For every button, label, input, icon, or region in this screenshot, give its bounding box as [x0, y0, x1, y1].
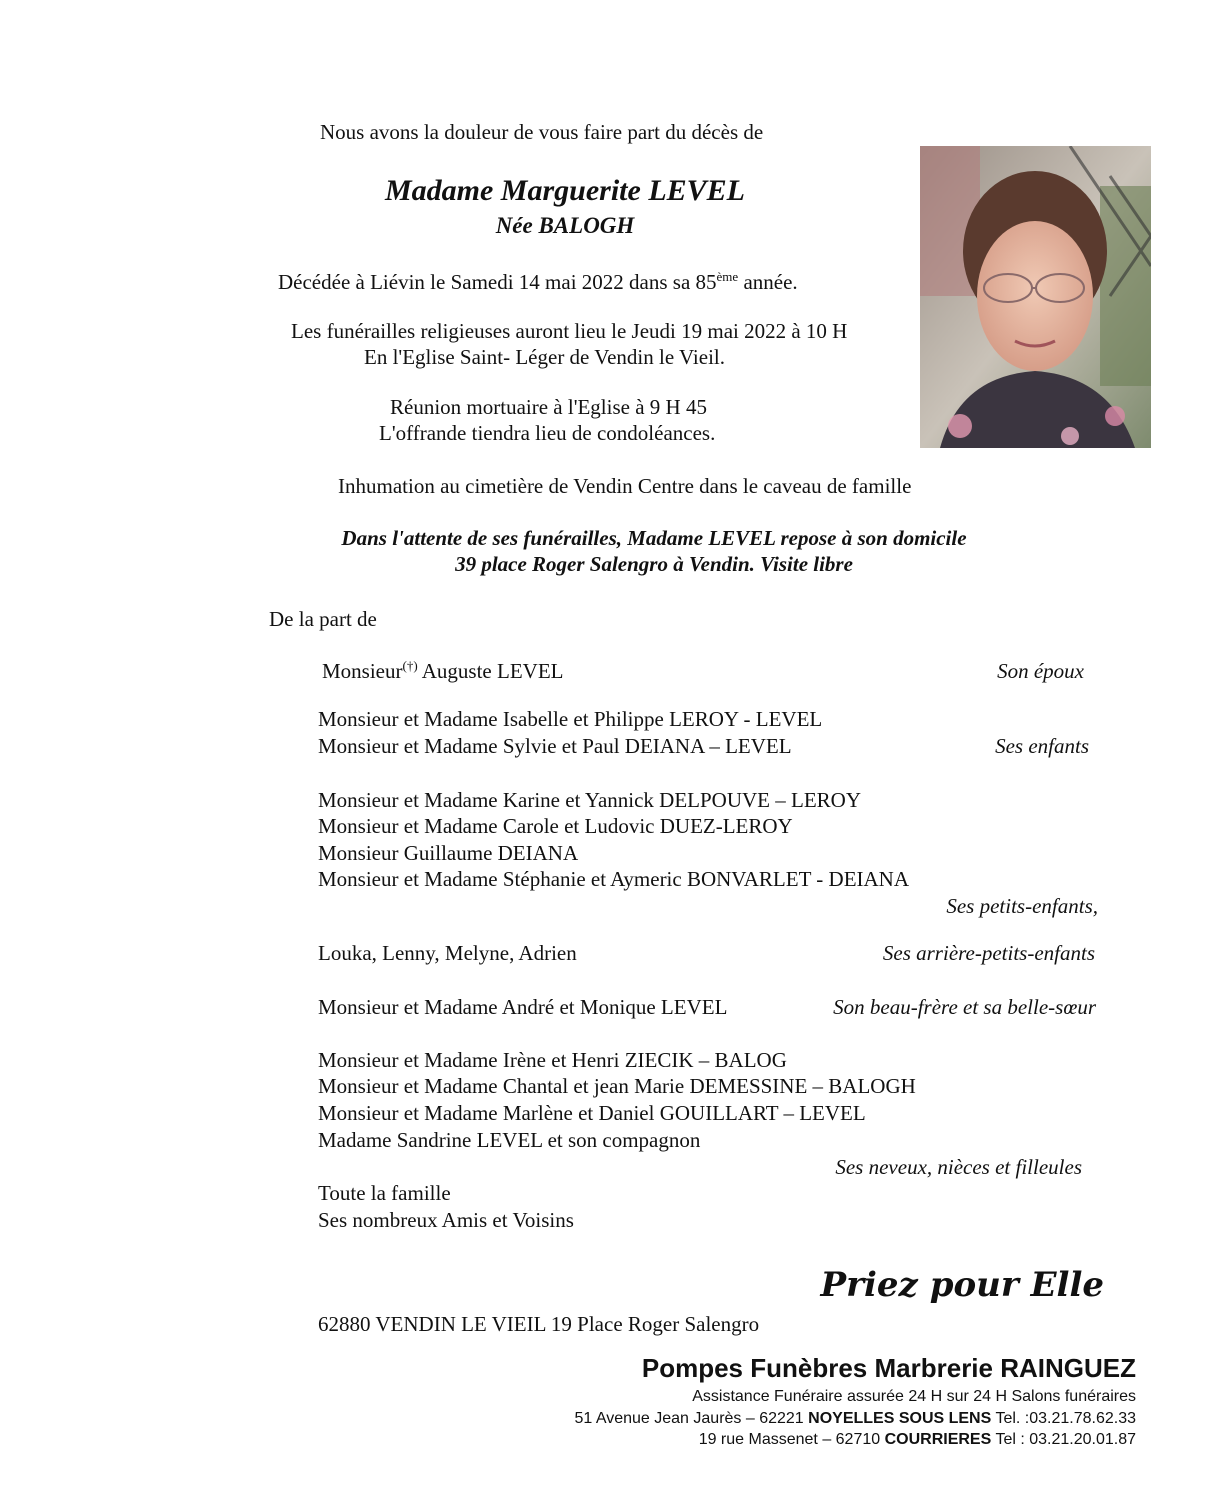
death-text-end: année. [738, 270, 798, 294]
intro-text: Nous avons la douleur de vous faire part du décès de [320, 120, 764, 144]
spouse-line [322, 658, 564, 683]
company-name: Pompes Funèbres Marbrerie RAINGUEZ [641, 1353, 1136, 1383]
footer-city-1: NOYELLES SOUS LENS [808, 1410, 992, 1427]
deceased-name: Madame Marguerite LEVEL [384, 174, 745, 207]
footer-city-2: COURRIERES [884, 1431, 992, 1448]
spouse-name: Auguste LEVEL [417, 659, 564, 683]
rest-line-2: 39 place Roger Salengro à Vendin. Visite libre [455, 552, 853, 576]
portrait-illustration [920, 146, 1151, 448]
offering-text: L'offrande tiendra lieu de condoléances. [379, 421, 716, 445]
death-superscript: ème [716, 269, 739, 284]
grandchild-line: Monsieur et Madame Karine et Yannick DELPOUVE – LEROY [318, 788, 861, 812]
grandchildren-role: Ses petits-enfants, [946, 894, 1098, 918]
in-laws-role: Son beau-frère et sa belle-sœur [833, 995, 1096, 1019]
death-text: Décédée à Liévin le Samedi 14 mai 2022 dans sa 85 [278, 270, 717, 294]
burial-text: Inhumation au cimetière de Vendin Centre dans le caveau de famille [338, 474, 912, 498]
death-statement [278, 269, 798, 294]
footer-line-3 [699, 1432, 1136, 1448]
funeral-line-2: En l'Eglise Saint- Léger de Vendin le Vieil. [364, 345, 725, 369]
footer-phone-2: Tel : 03.21.20.01.87 [991, 1431, 1136, 1448]
nephews-role: Ses neveux, nièces et filleules [835, 1155, 1082, 1179]
footer-address-2: 19 rue Massenet – 62710 [698, 1431, 885, 1448]
great-grandchildren-line: Louka, Lenny, Melyne, Adrien [318, 941, 577, 965]
nephew-line: Monsieur et Madame Irène et Henri ZIECIK – BALOG [318, 1048, 787, 1072]
deceased-mark: (†) [402, 658, 418, 673]
others-line: Toute la famille [318, 1181, 451, 1205]
nephew-line: Monsieur et Madame Chantal et jean Marie DEMESSINE – BALOGH [318, 1074, 916, 1098]
prayer-text: Priez pour Elle [820, 1265, 1104, 1305]
address-line: 62880 VENDIN LE VIEIL 19 Place Roger Salengro [318, 1312, 760, 1336]
footer-address-1: 51 Avenue Jean Jaurès – 62221 [574, 1410, 809, 1427]
great-grandchildren-role: Ses arrière-petits-enfants [882, 941, 1095, 965]
spouse-prefix: Monsieur [322, 659, 403, 683]
rest-line-1: Dans l'attente de ses funérailles, Madame LEVEL repose à son domicile [341, 526, 967, 550]
from-label: De la part de [269, 607, 377, 631]
child-line: Monsieur et Madame Isabelle et Philippe LEROY - LEVEL [318, 707, 823, 731]
grandchild-line: Monsieur et Madame Stéphanie et Aymeric BONVARLET - DEIANA [318, 867, 910, 891]
reunion-text: Réunion mortuaire à l'Eglise à 9 H 45 [390, 395, 707, 419]
nephew-line: Monsieur et Madame Marlène et Daniel GOUILLART – LEVEL [318, 1101, 866, 1125]
funeral-line-1: Les funérailles religieuses auront lieu le Jeudi 19 mai 2022 à 10 H [291, 319, 848, 343]
child-line: Monsieur et Madame Sylvie et Paul DEIANA – LEVEL [318, 734, 792, 758]
footer-phone-1: Tel. :03.21.78.62.33 [991, 1410, 1136, 1427]
in-laws-line: Monsieur et Madame André et Monique LEVEL [318, 995, 728, 1019]
grandchild-line: Monsieur Guillaume DEIANA [318, 841, 579, 865]
maiden-name: Née BALOGH [495, 213, 635, 238]
footer-line-2 [574, 1411, 1136, 1427]
others-line: Ses nombreux Amis et Voisins [318, 1208, 574, 1232]
portrait-photo [920, 146, 1151, 448]
children-role: Ses enfants [995, 734, 1089, 758]
grandchild-line: Monsieur et Madame Carole et Ludovic DUEZ-LEROY [318, 814, 793, 838]
nephew-line: Madame Sandrine LEVEL et son compagnon [318, 1128, 701, 1152]
spouse-role: Son époux [997, 659, 1084, 683]
footer-line-1: Assistance Funéraire assurée 24 H sur 24 H Salons funéraires [692, 1388, 1136, 1405]
